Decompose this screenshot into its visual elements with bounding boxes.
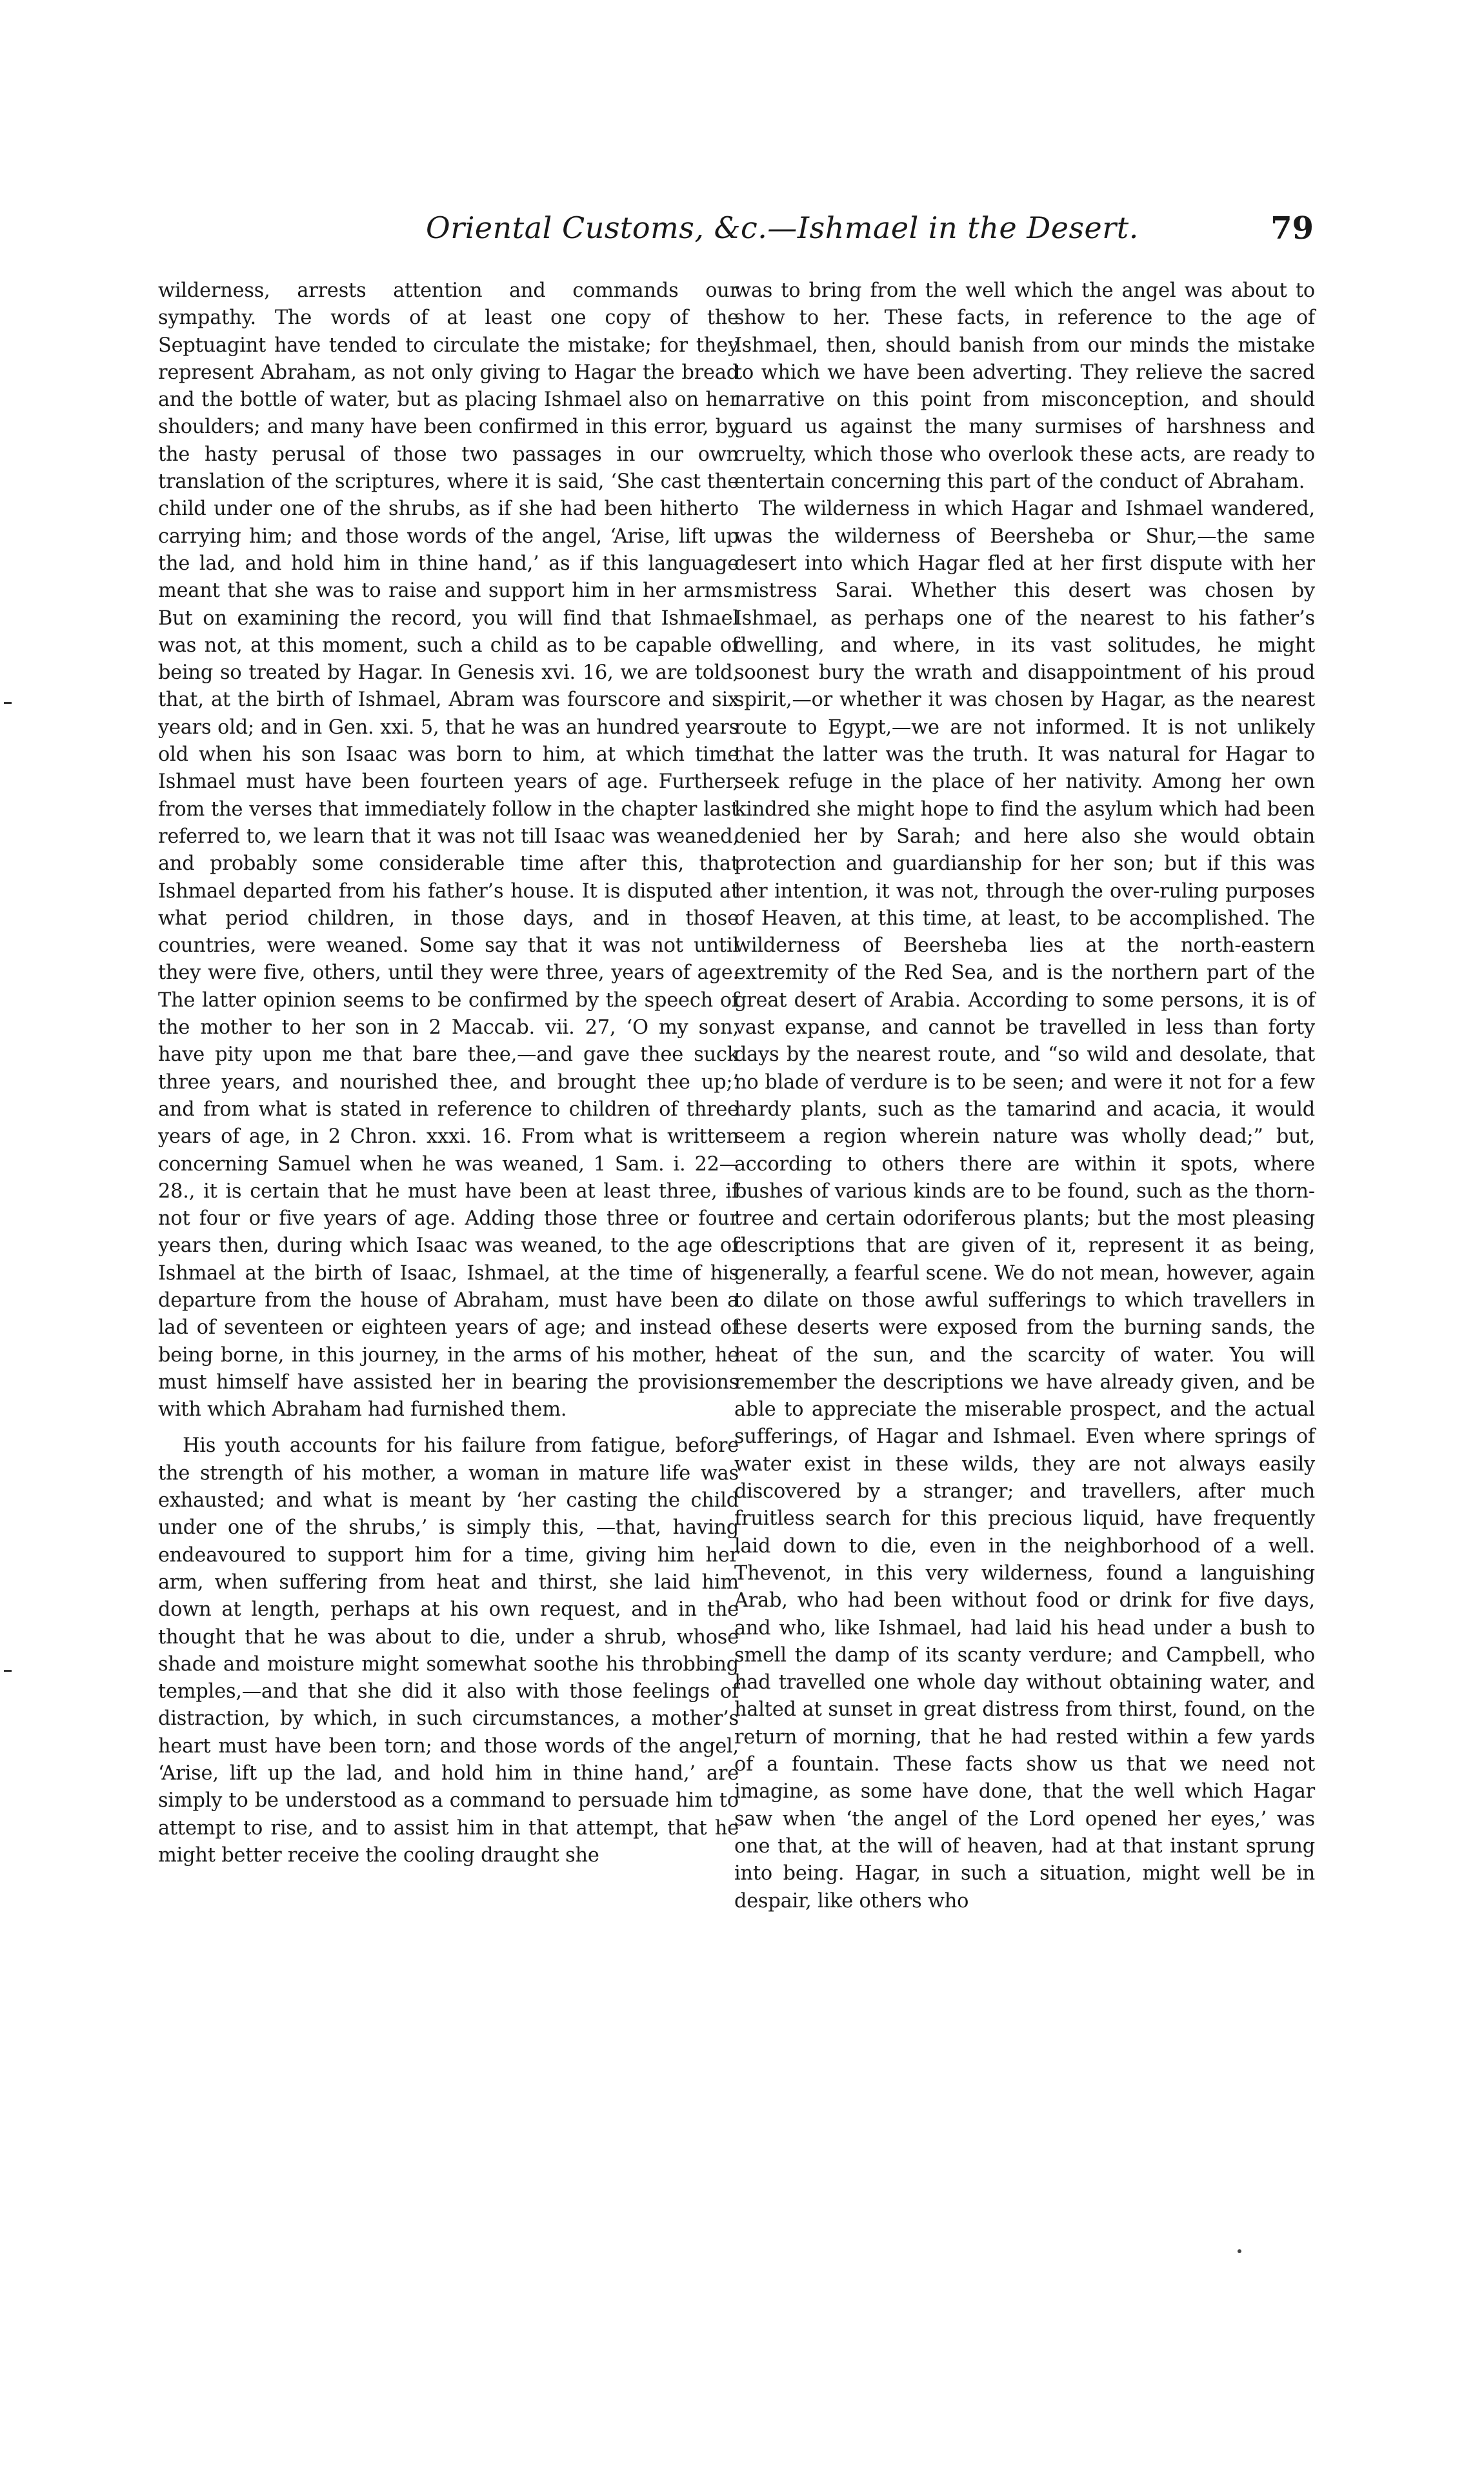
margin-mark	[4, 1670, 12, 1672]
paragraph: His youth accounts for his failure from fatigue, before the strength of his mother, a woman in mature life was exhausted; and what is meant by ‘her casting the child under one of the shrubs,’ is simply this, —that, having endeavoured to support him for a time, giving him her arm, when suffering from heat and thirst, she laid him down at length, perhaps at his own request, and in the thought that he was about to die, under a shrub, whose shade and moisture might somewhat soothe his throbbing temples,—and that she did it also with those feelings of distraction, by which, in such circumstances, a mother’s heart must have been torn; and those words of the angel, ‘Arise, lift up the lad, and hold him in thine hand,’ are simply to be understood as a command to persuade him to attempt to rise, and to assist him in that attempt, that he might better receive the cooling draught she	[158, 1434, 739, 1867]
margin-mark	[4, 702, 12, 704]
paragraph: was to bring from the well which the angel was about to show to her. These facts, in reference to the age of Ishmael, then, should banish from our minds the mistake to which we have been adverting. They relieve the sacred narrative on this point from misconception, and should guard us against the many surmises of harshness and cruelty, which those who overlook these acts, are ready to entertain concerning this part of the conduct of Abraham.	[734, 279, 1315, 494]
right-column	[734, 277, 1315, 1915]
ink-speck	[1238, 2249, 1241, 2253]
paragraph: wilderness, arrests attention and commands our sympathy. The words of at least one copy of the Septuagint have tended to circulate the mistake; for they represent Abraham, as not only giving to Hagar the bread and the bottle of water, but as placing Ishmael also on her shoulders; and many have been confirmed in this error, by the hasty perusal of those two passages in our own translation of the scriptures, where it is said, ‘She cast the child under one of the shrubs, as if she had been hitherto carrying him; and those words of the angel, ‘Arise, lift up the lad, and hold him in thine hand,’ as if this language meant that she was to raise and support him in her arms. But on examining the record, you will find that Ishmael was not, at this moment, such a child as to be capable of being so treated by Hagar. In Genesis xvi. 16, we are told, that, at the birth of Ishmael, Abram was fourscore and six years old; and in Gen. xxi. 5, that he was an hundred years old when his son Isaac was born to him, at which time Ishmael must have been fourteen years of age. Further, from the verses that immediately follow in the chapter last referred to, we learn that it was not till Isaac was weaned, and probably some considerable time after this, that Ishmael departed from his father’s house. It is disputed at what period children, in those days, and in those countries, were weaned. Some say that it was not until they were five, others, until they were three, years of age. The latter opinion seems to be confirmed by the speech of the mother to her son in 2 Maccab. vii. 27, ‘O my son, have pity upon me that bare thee,—and gave thee suck three years, and nourished thee, and brought thee up;’ and from what is stated in reference to children of three years of age, in 2 Chron. xxxi. 16. From what is written concerning Samuel when he was weaned, 1 Sam. i. 22—28., it is certain that he must have been at least three, if not four or five years of age. Adding those three or four years then, during which Isaac was weaned, to the age of Ishmael at the birth of Isaac, Ishmael, at the time of his departure from the house of Abraham, must have been a lad of seventeen or eighteen years of age; and instead of being borne, in this journey, in the arms of his mother, he must himself have assisted her in bearing the provisions with which Abraham had furnished them.	[158, 279, 739, 1421]
left-column	[158, 277, 739, 1869]
page-header	[0, 210, 1484, 262]
paragraph: The wilderness in which Hagar and Ishmael wandered, was the wilderness of Beersheba or Shur,—the same desert into which Hagar fled at her first dispute with her mistress Sarai. Whether this desert was chosen by Ishmael, as perhaps one of the nearest to his father’s dwelling, and where, in its vast solitudes, he might soonest bury the wrath and disappointment of his proud spirit,—or whether it was chosen by Hagar, as the nearest route to Egypt,—we are not informed. It is not unlikely that the latter was the truth. It was natural for Hagar to seek refuge in the place of her nativity. Among her own kindred she might hope to find the asylum which had been denied her by Sarah; and here also she would obtain protection and guardianship for her son; but if this was her intention, it was not, through the over-ruling purposes of Heaven, at this time, at least, to be accomplished. The wilderness of Beersheba lies at the north-eastern extremity of the Red Sea, and is the northern part of the great desert of Arabia. According to some persons, it is of vast expanse, and cannot be travelled in less than forty days by the nearest route, and “so wild and desolate, that no blade of verdure is to be seen; and were it not for a few hardy plants, such as the tamarind and acacia, it would seem a region wherein nature was wholly dead;” but, according to others there are within it spots, where bushes of various kinds are to be found, such as the thorn-tree and certain odoriferous plants; but the most pleasing descriptions that are given of it, represent it as being, generally, a fearful scene. We do not mean, however, again to dilate on those awful sufferings to which travellers in these deserts were exposed from the burning sands, the heat of the sun, and the scarcity of water. You will remember the descriptions we have already given, and be able to appreciate the miserable prospect, and the actual sufferings, of Hagar and Ishmael. Even where springs of water exist in these wilds, they are not always easily discovered by a stranger; and travellers, after much fruitless search for this precious liquid, have frequently laid down to die, even in the neighborhood of a well. Thevenot, in this very wilderness, found a languishing Arab, who had been without food or drink for five days, and who, like Ishmael, had laid his head under a bush to smell the damp of its scanty verdure; and Campbell, who had travelled one whole day without obtaining water, and halted at sunset in great distress from thirst, found, on the return of morning, that he had rested within a few yards of a fountain. These facts show us that we need not imagine, as some have done, that the well which Hagar saw when ‘the angel of the Lord opened her eyes,’ was one that, at the will of heaven, had at that instant sprung into being. Hagar, in such a situation, might well be in despair, like others who	[734, 497, 1315, 1912]
running-title: Oriental Customs, &c.—Ishmael in the Desert.	[426, 210, 1139, 245]
page-number: 79	[1270, 210, 1314, 246]
